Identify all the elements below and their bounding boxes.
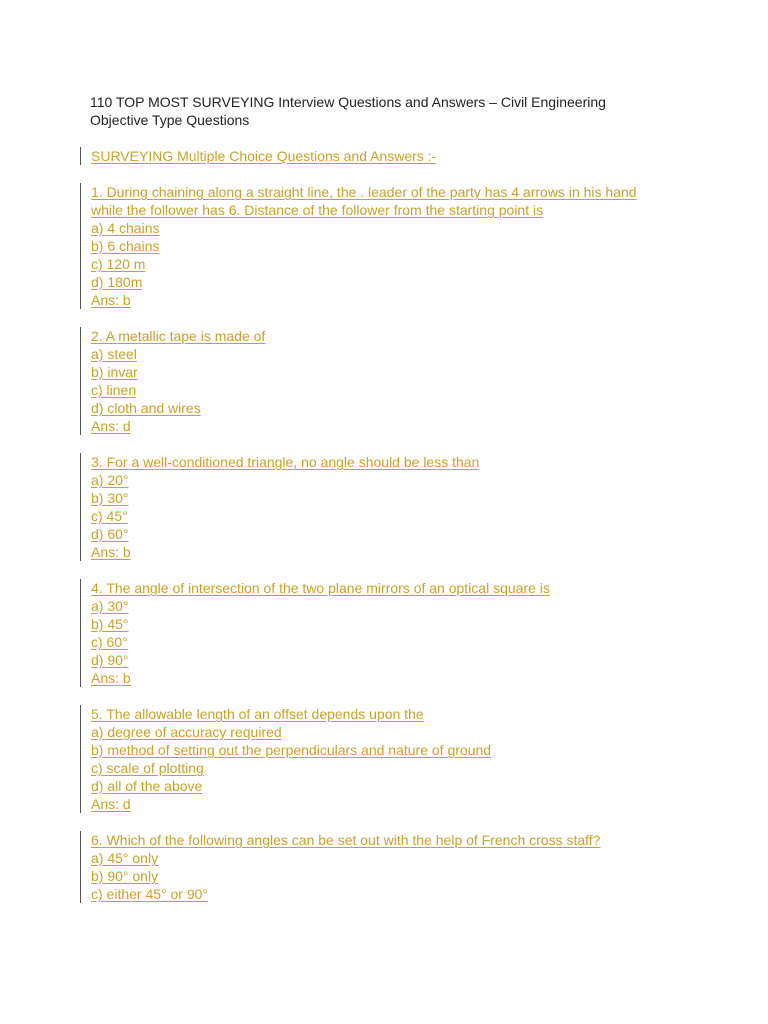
answer-option[interactable]: d) 180m xyxy=(91,274,143,290)
answer-option[interactable]: c) 45° xyxy=(91,508,128,524)
question-block xyxy=(80,183,730,309)
answer-key[interactable]: Ans: b xyxy=(91,670,131,686)
question-block xyxy=(80,705,730,813)
question-block xyxy=(80,831,730,903)
answer-option[interactable]: c) 60° xyxy=(91,634,128,650)
answer-option[interactable]: d) all of the above xyxy=(91,778,203,794)
question-text[interactable]: 3. For a well-conditioned triangle, no angle should be less than xyxy=(91,454,480,470)
question-list xyxy=(90,183,730,903)
question-text[interactable]: 2. A metallic tape is made of xyxy=(91,328,266,344)
answer-option[interactable]: d) cloth and wires xyxy=(91,400,201,416)
question-text[interactable]: 6. Which of the following angles can be set out with the help of French cross staff? xyxy=(91,832,601,848)
answer-option[interactable]: a) 4 chains xyxy=(91,220,160,236)
answer-option[interactable]: c) scale of plotting xyxy=(91,760,204,776)
question-block xyxy=(80,579,730,687)
answer-key[interactable]: Ans: b xyxy=(91,544,131,560)
answer-option[interactable]: b) invar xyxy=(91,364,138,380)
answer-key[interactable]: Ans: d xyxy=(91,796,131,812)
question-block xyxy=(80,327,730,435)
answer-option[interactable]: b) 45° xyxy=(91,616,129,632)
document-page xyxy=(90,93,730,903)
answer-option[interactable]: c) linen xyxy=(91,382,137,398)
answer-option[interactable]: b) method of setting out the perpendiculars and nature of ground xyxy=(91,742,492,758)
title-line-1: 110 TOP MOST SURVEYING Interview Questions and Answers – Civil Engineering xyxy=(90,94,606,110)
answer-key[interactable]: Ans: b xyxy=(91,292,131,308)
answer-option[interactable]: b) 30° xyxy=(91,490,129,506)
answer-option[interactable]: c) 120 m xyxy=(91,256,146,272)
answer-option[interactable]: d) 90° xyxy=(91,652,129,668)
answer-option[interactable]: a) degree of accuracy required xyxy=(91,724,282,740)
page-title xyxy=(90,93,730,129)
answer-option[interactable]: a) steel xyxy=(91,346,137,362)
answer-option[interactable]: a) 45° only xyxy=(91,850,159,866)
answer-option[interactable]: d) 60° xyxy=(91,526,129,542)
answer-option[interactable]: b) 6 chains xyxy=(91,238,160,254)
answer-key[interactable]: Ans: d xyxy=(91,418,131,434)
question-block xyxy=(80,453,730,561)
intro-link[interactable]: SURVEYING Multiple Choice Questions and Answers :- xyxy=(91,148,437,164)
question-text[interactable]: 4. The angle of intersection of the two plane mirrors of an optical square is xyxy=(91,580,550,596)
answer-option[interactable]: c) either 45° or 90° xyxy=(91,886,209,902)
answer-option[interactable]: a) 30° xyxy=(91,598,129,614)
question-text[interactable]: while the follower has 6. Distance of the follower from the starting point is xyxy=(91,202,544,218)
answer-option[interactable]: a) 20° xyxy=(91,472,129,488)
question-text[interactable]: 5. The allowable length of an offset depends upon the xyxy=(91,706,424,722)
intro-block xyxy=(80,147,730,165)
title-line-2: Objective Type Questions xyxy=(90,112,250,128)
answer-option[interactable]: b) 90° only xyxy=(91,868,159,884)
question-text[interactable]: 1. During chaining along a straight line, the . leader of the party has 4 arrows in his hand xyxy=(91,184,637,200)
